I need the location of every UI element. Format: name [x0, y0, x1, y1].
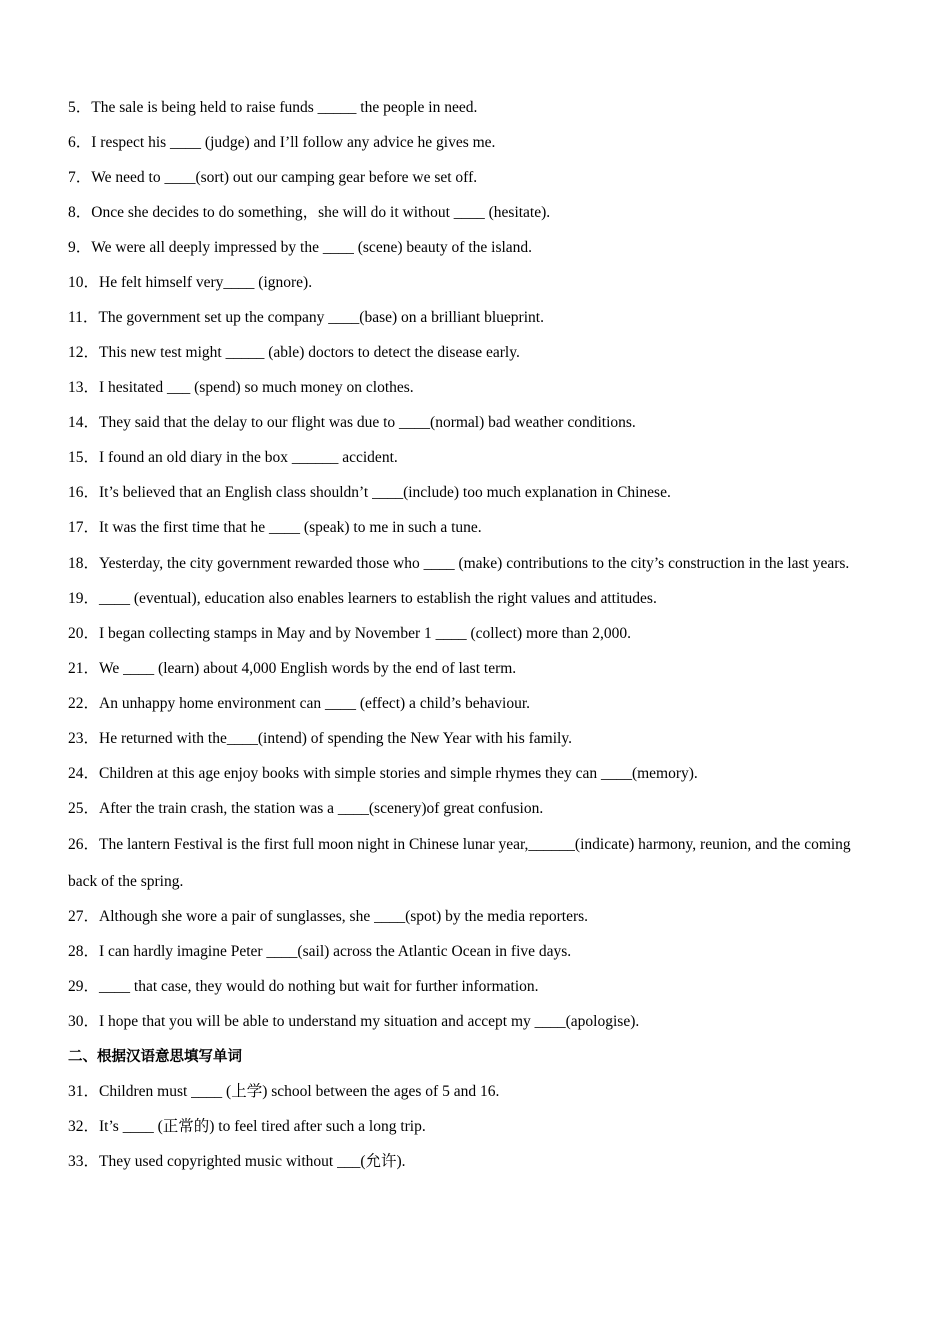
question-number: 25．: [68, 800, 100, 817]
question-text: Children must ____ (上学) school between the ages of 5 and 16.: [99, 1083, 500, 1100]
question-number: 28．: [68, 943, 100, 960]
question-15: [68, 448, 878, 468]
question-text: He returned with the____(intend) of spending the New Year with his family.: [99, 730, 572, 747]
question-text: After the train crash, the station was a ____(scenery)of great confusion.: [99, 800, 544, 817]
question-text: The government set up the company ____(base) on a brilliant blueprint.: [98, 309, 544, 326]
question-19: [68, 589, 878, 609]
question-6: [68, 133, 878, 153]
question-number: 29．: [68, 978, 100, 995]
question-29: [68, 977, 878, 997]
question-20: [68, 624, 878, 644]
question-text: I can hardly imagine Peter ____(sail) across the Atlantic Ocean in five days.: [99, 943, 572, 960]
question-text: The lantern Festival is the first full moon night in Chinese lunar year,______(indicate) harmony, reunion, and the coming back of the spring.: [68, 836, 851, 890]
question-number: 17．: [68, 519, 100, 536]
question-17: [68, 518, 878, 538]
question-number: 8．: [68, 204, 92, 221]
question-text: They used copyrighted music without ___(允许).: [99, 1153, 406, 1170]
question-number: 11．: [68, 309, 99, 326]
question-number: 12．: [68, 344, 100, 361]
question-18: [68, 545, 878, 582]
question-number: 18．: [68, 555, 100, 572]
question-number: 30．: [68, 1013, 100, 1030]
question-text: It was the first time that he ____ (speak) to me in such a tune.: [99, 519, 482, 536]
question-number: 15．: [68, 449, 100, 466]
question-9: [68, 238, 878, 258]
question-number: 31．: [68, 1083, 100, 1100]
question-text: Children at this age enjoy books with simple stories and simple rhymes they can ____(memory).: [99, 765, 698, 782]
question-number: 21．: [68, 660, 100, 677]
question-7: [68, 168, 878, 188]
question-33: [68, 1152, 878, 1172]
question-text: The sale is being held to raise funds _____ the people in need.: [91, 99, 478, 116]
question-number: 24．: [68, 765, 100, 782]
question-text: We need to ____(sort) out our camping gear before we set off.: [91, 169, 478, 186]
question-22: [68, 694, 878, 714]
question-number: 14．: [68, 414, 100, 431]
question-text: We ____ (learn) about 4,000 English words by the end of last term.: [99, 660, 517, 677]
question-text: I began collecting stamps in May and by November 1 ____ (collect) more than 2,000.: [99, 625, 632, 642]
question-number: 23．: [68, 730, 100, 747]
section-heading: 二、根据汉语意思填写单词: [68, 1049, 242, 1065]
question-number: 20．: [68, 625, 100, 642]
question-text: ____ that case, they would do nothing but wait for further information.: [99, 978, 539, 995]
question-text: An unhappy home environment can ____ (effect) a child’s behaviour.: [99, 695, 531, 712]
question-text: It’s believed that an English class shouldn’t ____(include) too much explanation in Chinese.: [99, 484, 671, 501]
question-23: [68, 729, 878, 749]
question-text: I hope that you will be able to understand my situation and accept my ____(apologise).: [99, 1013, 640, 1030]
question-number: 32．: [68, 1118, 100, 1135]
question-31: [68, 1082, 878, 1102]
question-26: [68, 826, 878, 900]
question-text: It’s ____ (正常的) to feel tired after such a long trip.: [99, 1118, 426, 1135]
question-8: [68, 203, 878, 223]
question-10: [68, 273, 878, 293]
question-text: This new test might _____ (able) doctors to detect the disease early.: [99, 344, 520, 361]
question-number: 13．: [68, 379, 100, 396]
question-number: 27．: [68, 908, 100, 925]
question-number: 33．: [68, 1153, 100, 1170]
question-5: [68, 98, 878, 118]
question-30: [68, 1012, 878, 1032]
question-text: I found an old diary in the box ______ accident.: [99, 449, 398, 466]
question-14: [68, 413, 878, 433]
question-number: 19．: [68, 590, 100, 607]
question-text: Although she wore a pair of sunglasses, she ____(spot) by the media reporters.: [99, 908, 589, 925]
question-number: 16．: [68, 484, 100, 501]
question-number: 7．: [68, 169, 92, 186]
question-28: [68, 942, 878, 962]
question-text: I respect his ____ (judge) and I’ll follow any advice he gives me.: [91, 134, 496, 151]
question-number: 5．: [68, 99, 92, 116]
question-text: ____ (eventual), education also enables learners to establish the right values and attitudes.: [99, 590, 657, 607]
question-12: [68, 343, 878, 363]
question-text: I hesitated ___ (spend) so much money on clothes.: [99, 379, 414, 396]
question-21: [68, 659, 878, 679]
question-32: [68, 1117, 878, 1137]
question-27: [68, 907, 878, 927]
question-number: 22．: [68, 695, 100, 712]
question-11: [68, 308, 878, 328]
question-13: [68, 378, 878, 398]
question-number: 9．: [68, 239, 92, 256]
question-number: 26．: [68, 836, 100, 853]
question-text: Once she decides to do something，she will do it without ____ (hesitate).: [91, 204, 551, 221]
question-number: 6．: [68, 134, 92, 151]
question-16: [68, 483, 878, 503]
question-number: 10．: [68, 274, 100, 291]
worksheet-content: [68, 98, 878, 1187]
question-text: They said that the delay to our flight was due to ____(normal) bad weather conditions.: [99, 414, 636, 431]
question-24: [68, 764, 878, 784]
question-text: He felt himself very____ (ignore).: [99, 274, 313, 291]
question-25: [68, 799, 878, 819]
question-text: Yesterday, the city government rewarded those who ____ (make) contributions to the city’s construction in the last years.: [99, 555, 850, 572]
question-text: We were all deeply impressed by the ____ (scene) beauty of the island.: [91, 239, 533, 256]
